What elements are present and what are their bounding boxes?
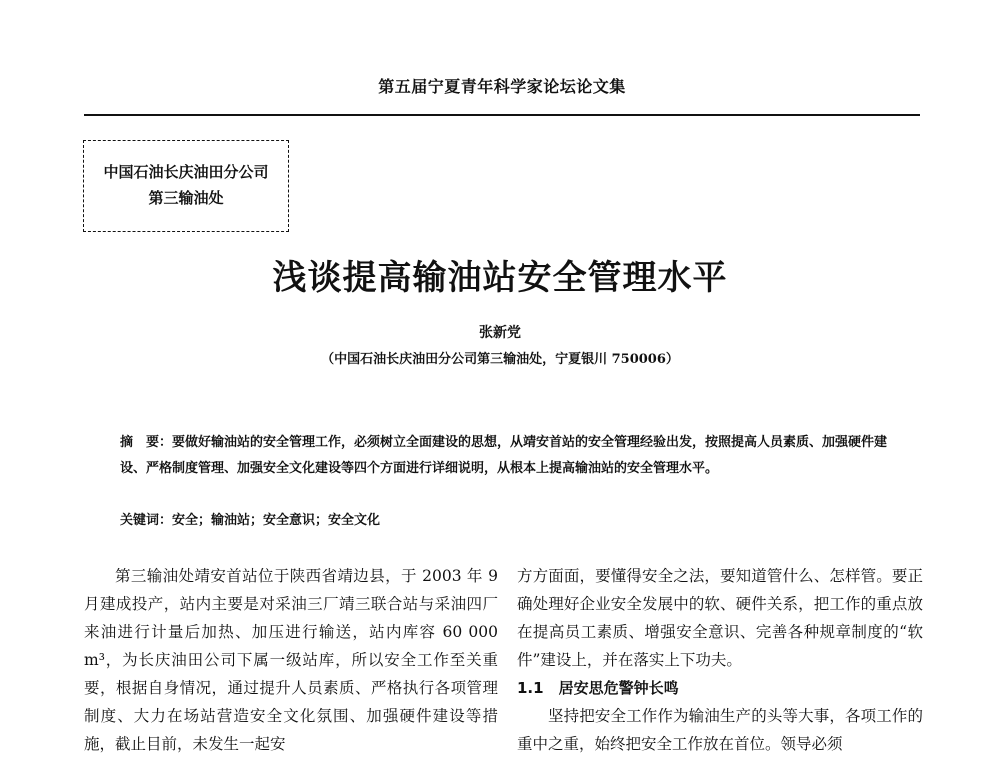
body-column-right <box>517 562 923 758</box>
keywords-text: 安全；输油站；安全意识；安全文化 <box>172 513 381 528</box>
keywords-label: 关键词： <box>120 513 173 528</box>
body-column-left <box>84 562 498 758</box>
keywords <box>120 510 890 532</box>
institution-name: 中国石油长庆油田分公司 <box>103 163 269 181</box>
abstract-label: 摘 要： <box>120 435 173 450</box>
section-heading: 1.1 居安思危警钟长鸣 <box>517 679 679 697</box>
section-paragraph: 坚持把安全工作作为输油生产的头等大事，各项工作的重中之重，始终把安全工作放在首位。领导必须 <box>517 707 923 753</box>
body-paragraph: 第三输油处靖安首站位于陕西省靖边县，于 2003 年 9 月建成投产，站内主要是对采油三厂靖三联合站与采油四厂来油进行计量后加热、加压进行输送，站内库容 60 000 m³，为长庆油田公司下属一级站库，所以安全工作至关重要，根据自身情况，通过提升人员素质、严格执行各项管理制度、大力在场站营造安全文化氛围、加强硬件建设等措施，截止目前，未发生一起安 <box>84 567 498 753</box>
author-affiliation: （中国石油长庆油田分公司第三输油处，宁夏银川 750006） <box>321 352 679 367</box>
institution-box <box>83 140 289 232</box>
author-name: 张新党 <box>479 325 521 341</box>
body-paragraph-continued: 方方面面，要懂得安全之法，要知道管什么、怎样管。要正确处理好企业安全发展中的软、硬件关系，把工作的重点放在提高员工素质、增强安全意识、完善各种规章制度的“软件”建设上，并在落实上下功夫。 <box>517 567 923 669</box>
abstract <box>120 430 890 482</box>
header-rule <box>84 114 920 116</box>
abstract-text: 要做好输油站的安全管理工作，必须树立全面建设的思想，从靖安首站的安全管理经验出发，按照提高人员素质、加强硬件建设、严格制度管理、加强安全文化建设等四个方面进行详细说明，从根本上提高输油站的安全管理水平。 <box>120 435 888 476</box>
running-header: 第五届宁夏青年科学家论坛论文集 <box>378 77 626 96</box>
department-name: 第三输油处 <box>148 189 224 207</box>
paper-title: 浅谈提高输油站安全管理水平 <box>272 258 728 298</box>
